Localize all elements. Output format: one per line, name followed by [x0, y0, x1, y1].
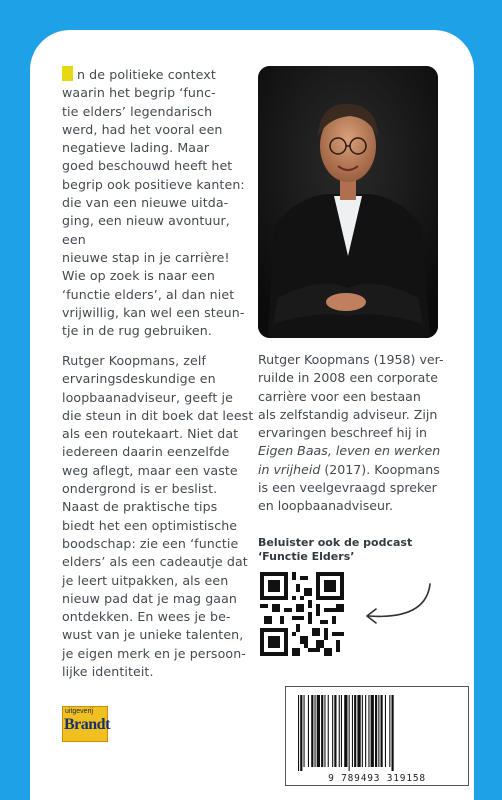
barcode-bar: [354, 695, 356, 767]
barcode-bar: [304, 695, 305, 767]
book-title: Eigen Baas, leven en werken in vrijheid: [258, 443, 441, 477]
author-portrait-image: [258, 66, 438, 338]
barcode-bar: [389, 695, 390, 767]
barcode-bar: [321, 695, 323, 767]
barcode-bar: [332, 695, 333, 767]
barcode-bar: [375, 695, 377, 767]
author-photo: [258, 66, 438, 338]
publisher-name: Brandt: [64, 716, 110, 733]
barcode-bar: [368, 695, 369, 767]
barcode-bar: [317, 695, 320, 767]
author-bio-part-2: (2017). Koopmans is een veelgevraagd spreker en loopbaanadviseur.: [258, 461, 440, 514]
barcode-bar: [300, 695, 302, 771]
barcode-bar: [344, 695, 347, 767]
barcode-bar: [308, 695, 309, 767]
dropcap-block: [62, 66, 73, 81]
barcode-bar: [352, 695, 353, 767]
barcode-bar: [324, 695, 325, 767]
isbn-number: 9 789493 319158: [328, 773, 426, 784]
intro-paragraph: [62, 66, 256, 340]
author-bio-part-1: Rutger Koopmans (1958) ver- ruilde in 2008 een corporate carrière voor een bestaan als zelfstandig adviseur. Zijn ervaringen beschreef hij in: [258, 352, 444, 441]
barcode-bar: [311, 695, 313, 767]
author-bio: [258, 351, 448, 516]
barcode-bar: [385, 695, 386, 767]
barcode-bar: [392, 695, 394, 771]
barcode-bar: [298, 695, 299, 771]
body-paragraph: Rutger Koopmans, zelf ervaringsdeskundige en loopbaanadviseur, geeft je die steun in dit boek dat leest als een routekaart. Niet dat iedereen daarin eenzelfde weg aflegt, maar een vaste ondergrond is er beslist. Naast de praktische tips biedt het een optimistische boodschap: zie een ‘functie elders’ als een cadeautje dat je leert uitpakken, als een nieuw pad dat je mag gaan ontdekken. En wees je be- wust van je unieke talenten, je eigen merk en je persoon- lijke identiteit.: [62, 353, 254, 680]
barcode-bar: [334, 695, 336, 767]
publisher-line1: uitgeverij: [65, 708, 94, 715]
barcode-bar: [378, 695, 379, 767]
barcode-bar: [362, 695, 363, 767]
barcode-bar: [341, 695, 342, 767]
barcode-bar: [371, 695, 374, 767]
barcode-bar: [381, 695, 383, 767]
barcode-image: [298, 695, 456, 771]
barcode-bar: [357, 695, 360, 767]
barcode-bar: [315, 695, 316, 767]
publisher-logo: [62, 706, 108, 742]
barcode-bar: [339, 695, 340, 767]
intro-text: n de politieke context waarin het begrip ‘func- tie elders’ legendarisch werd, had het vooral een negatieve lading. Maar goed beschouwd heeft het begrip ook positieve kanten: die van een nieuwe uitda- ging, een nieuw avontuur, een nieuwe stap in je carrière! Wie op zoek is naar een ‘functie elders’, al dan niet vrijwillig, kan wel een steun- tje in de rug gebruiken.: [62, 67, 245, 339]
podcast-label: Beluister ook de podcast ‘Functie Elders’: [258, 536, 413, 563]
barcode-bar: [328, 695, 329, 767]
barcode-bar: [365, 695, 366, 767]
barcode-bar: [349, 695, 350, 771]
barcode-area: [285, 686, 469, 786]
curved-arrow-icon: [356, 578, 436, 628]
qr-code[interactable]: [260, 572, 344, 656]
